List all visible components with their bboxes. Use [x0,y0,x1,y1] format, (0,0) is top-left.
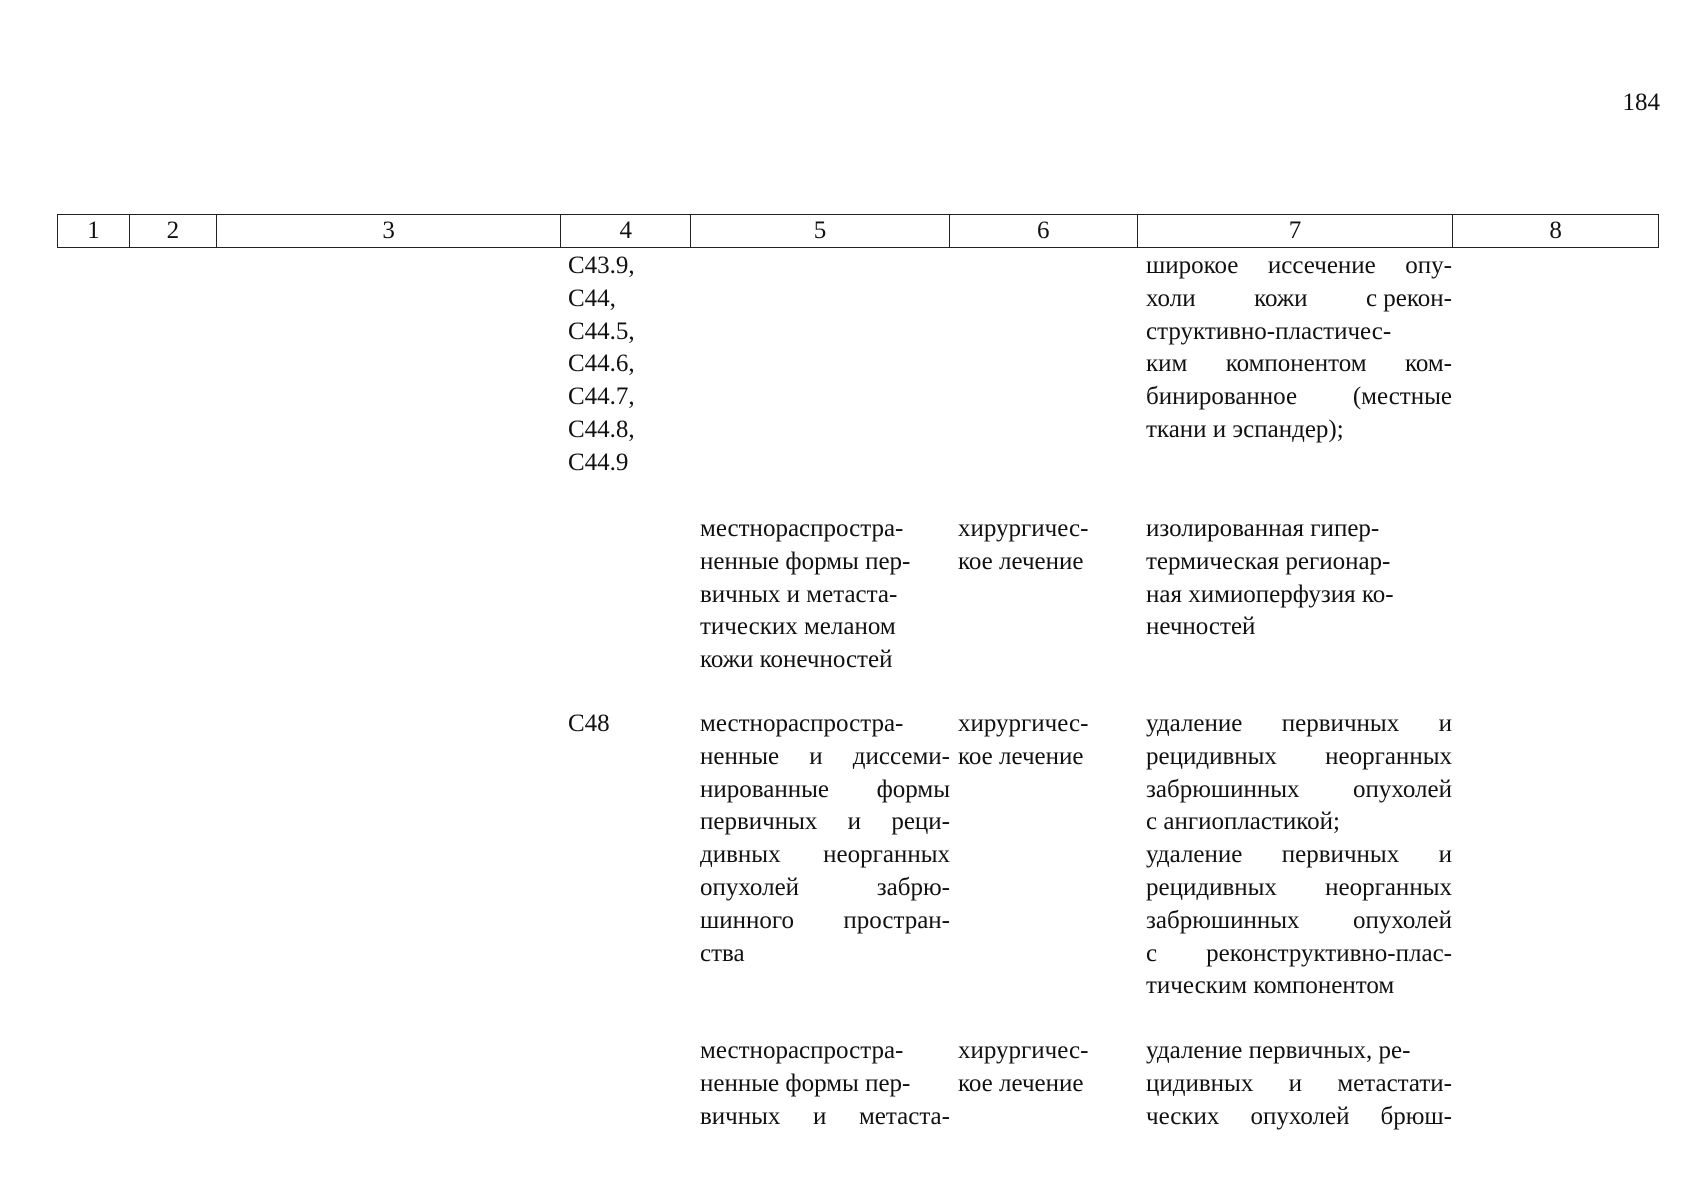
text-line [1146,905,1452,938]
header-col-7: 7 [1138,215,1454,247]
word: первичных [1281,841,1400,869]
text-line [700,872,950,905]
text-line [1146,839,1452,872]
row-0-method [1146,250,1452,447]
word: и [1438,841,1452,869]
header-col-6: 6 [950,215,1138,247]
code-line: C44.6, [568,350,635,378]
word: реци- [891,808,950,836]
word: ческих [1146,1102,1220,1130]
text-line: ная химиоперфузия ко- [1146,580,1394,608]
word: ком- [1404,350,1452,378]
row-2-method [1146,708,1452,1003]
word: (местные [1352,383,1452,411]
word: с [1146,939,1158,967]
word: опухолей [1352,906,1452,934]
header-col-3: 3 [217,215,562,247]
text-line: местнораспростра- [700,515,904,542]
row-2-model [700,708,950,970]
row-3-model [700,1035,950,1133]
word: вичных [700,1102,781,1130]
text-line: местнораспростра- [700,710,904,737]
row-3-treatment [958,1035,1088,1101]
text-line: хирургичес- [958,515,1089,542]
text-line: кое лечение [958,742,1084,770]
row-0-codes [568,250,635,480]
text-line: тических меланом [700,613,896,641]
code-line: C44.8, [568,415,635,443]
word: опухолей [700,873,800,901]
text-line [700,774,950,807]
word: реконструктивно-плас- [1206,939,1452,967]
text-line [1146,741,1452,774]
header-col-8: 8 [1549,217,1562,244]
word: нированные [700,775,829,803]
text-line [1146,283,1452,316]
word: метастати- [1337,1069,1452,1097]
text-line [700,741,950,774]
text-line: ства [700,939,745,967]
word: забрюшинных [1146,775,1300,803]
text-line [700,839,950,872]
text-line: ткани и эспандер); [1146,415,1344,443]
text-line [1146,938,1452,971]
header-col-5: 5 [691,215,950,247]
text-line [1146,708,1452,741]
word: удаление [1146,710,1243,737]
code-line: C44.5, [568,317,635,345]
word: кожи [1254,284,1308,312]
text-line [1146,872,1452,905]
text-line [700,905,950,938]
text-line: с ангиопластикой; [1146,808,1341,836]
word: и [847,808,862,836]
word: опу- [1405,252,1452,279]
text-line [700,806,950,839]
word: метаста- [858,1102,950,1130]
text-line: удаление первичных, ре- [1146,1037,1411,1064]
text-line: хирургичес- [958,710,1089,737]
text-line: нечностей [1146,613,1256,641]
word: иссечение [1267,252,1376,279]
word: и [813,1102,827,1130]
word: рецидивных [1146,742,1277,770]
word: опухолей [1352,775,1452,803]
word: компонентом [1225,350,1367,378]
text-line: ненные формы пер- [700,1069,911,1097]
text-line [1146,1068,1452,1101]
word: неорганных [1325,873,1452,901]
text-line [1146,774,1452,807]
row-2-treatment [958,708,1088,774]
text-line: изолированная гипер- [1146,515,1380,542]
word: неорганных [823,841,950,869]
word: и [1288,1069,1303,1097]
header-col-4: 4 [561,215,691,247]
text-line: кожи конечностей [700,646,893,674]
text-line [1146,381,1452,414]
word: цидивных [1146,1069,1254,1097]
word: с рекон- [1365,284,1452,312]
text-line [1146,250,1452,283]
text-line: местнораспростра- [700,1037,904,1064]
text-line [700,1101,950,1134]
word: опухолей [1250,1102,1350,1130]
word: рецидивных [1146,873,1277,901]
code-line: C44.9 [568,448,629,476]
text-line: хирургичес- [958,1037,1089,1064]
text-line [1146,1101,1452,1134]
text-line: структивно-пластичес- [1146,317,1392,345]
text-line: тическим компонентом [1146,972,1395,1000]
row-1-model [700,513,910,677]
page-number: 184 [1622,89,1660,116]
word: первичных [700,808,818,836]
text-line: кое лечение [958,1069,1084,1097]
word: формы [876,775,950,803]
code-line: C43.9, [568,252,635,279]
row-3-method [1146,1035,1452,1133]
word: первичных [1281,710,1400,737]
word: холи [1146,284,1196,312]
word: простран- [843,906,950,934]
word: неорганных [1325,742,1452,770]
header-col-2: 2 [130,215,217,247]
word: забрюшинных [1146,906,1300,934]
word: брюш- [1380,1102,1452,1130]
word: ким [1146,350,1188,378]
header-col-1: 1 [58,215,130,247]
word: широкое [1146,252,1239,279]
code-line: C44.7, [568,383,635,411]
word: бинированное [1146,383,1298,411]
word: диссеми- [852,742,950,770]
row-2-code: C48 [568,710,610,737]
word: ненные [700,742,780,770]
text-line: кое лечение [958,547,1084,575]
word: и [1438,710,1452,737]
word: и [809,742,823,770]
text-line: термическая регионар- [1146,547,1391,575]
table-header-row [57,214,1659,248]
word: шинного [700,906,795,934]
code-line: C44, [568,284,616,312]
row-1-treatment [958,513,1088,579]
text-line: ненные формы пер- [700,547,911,575]
word: дивных [700,841,781,869]
word: удаление [1146,841,1243,869]
row-1-method [1146,513,1394,644]
text-line: вичных и метаста- [700,580,898,608]
word: забрю- [876,873,950,901]
text-line [1146,348,1452,381]
